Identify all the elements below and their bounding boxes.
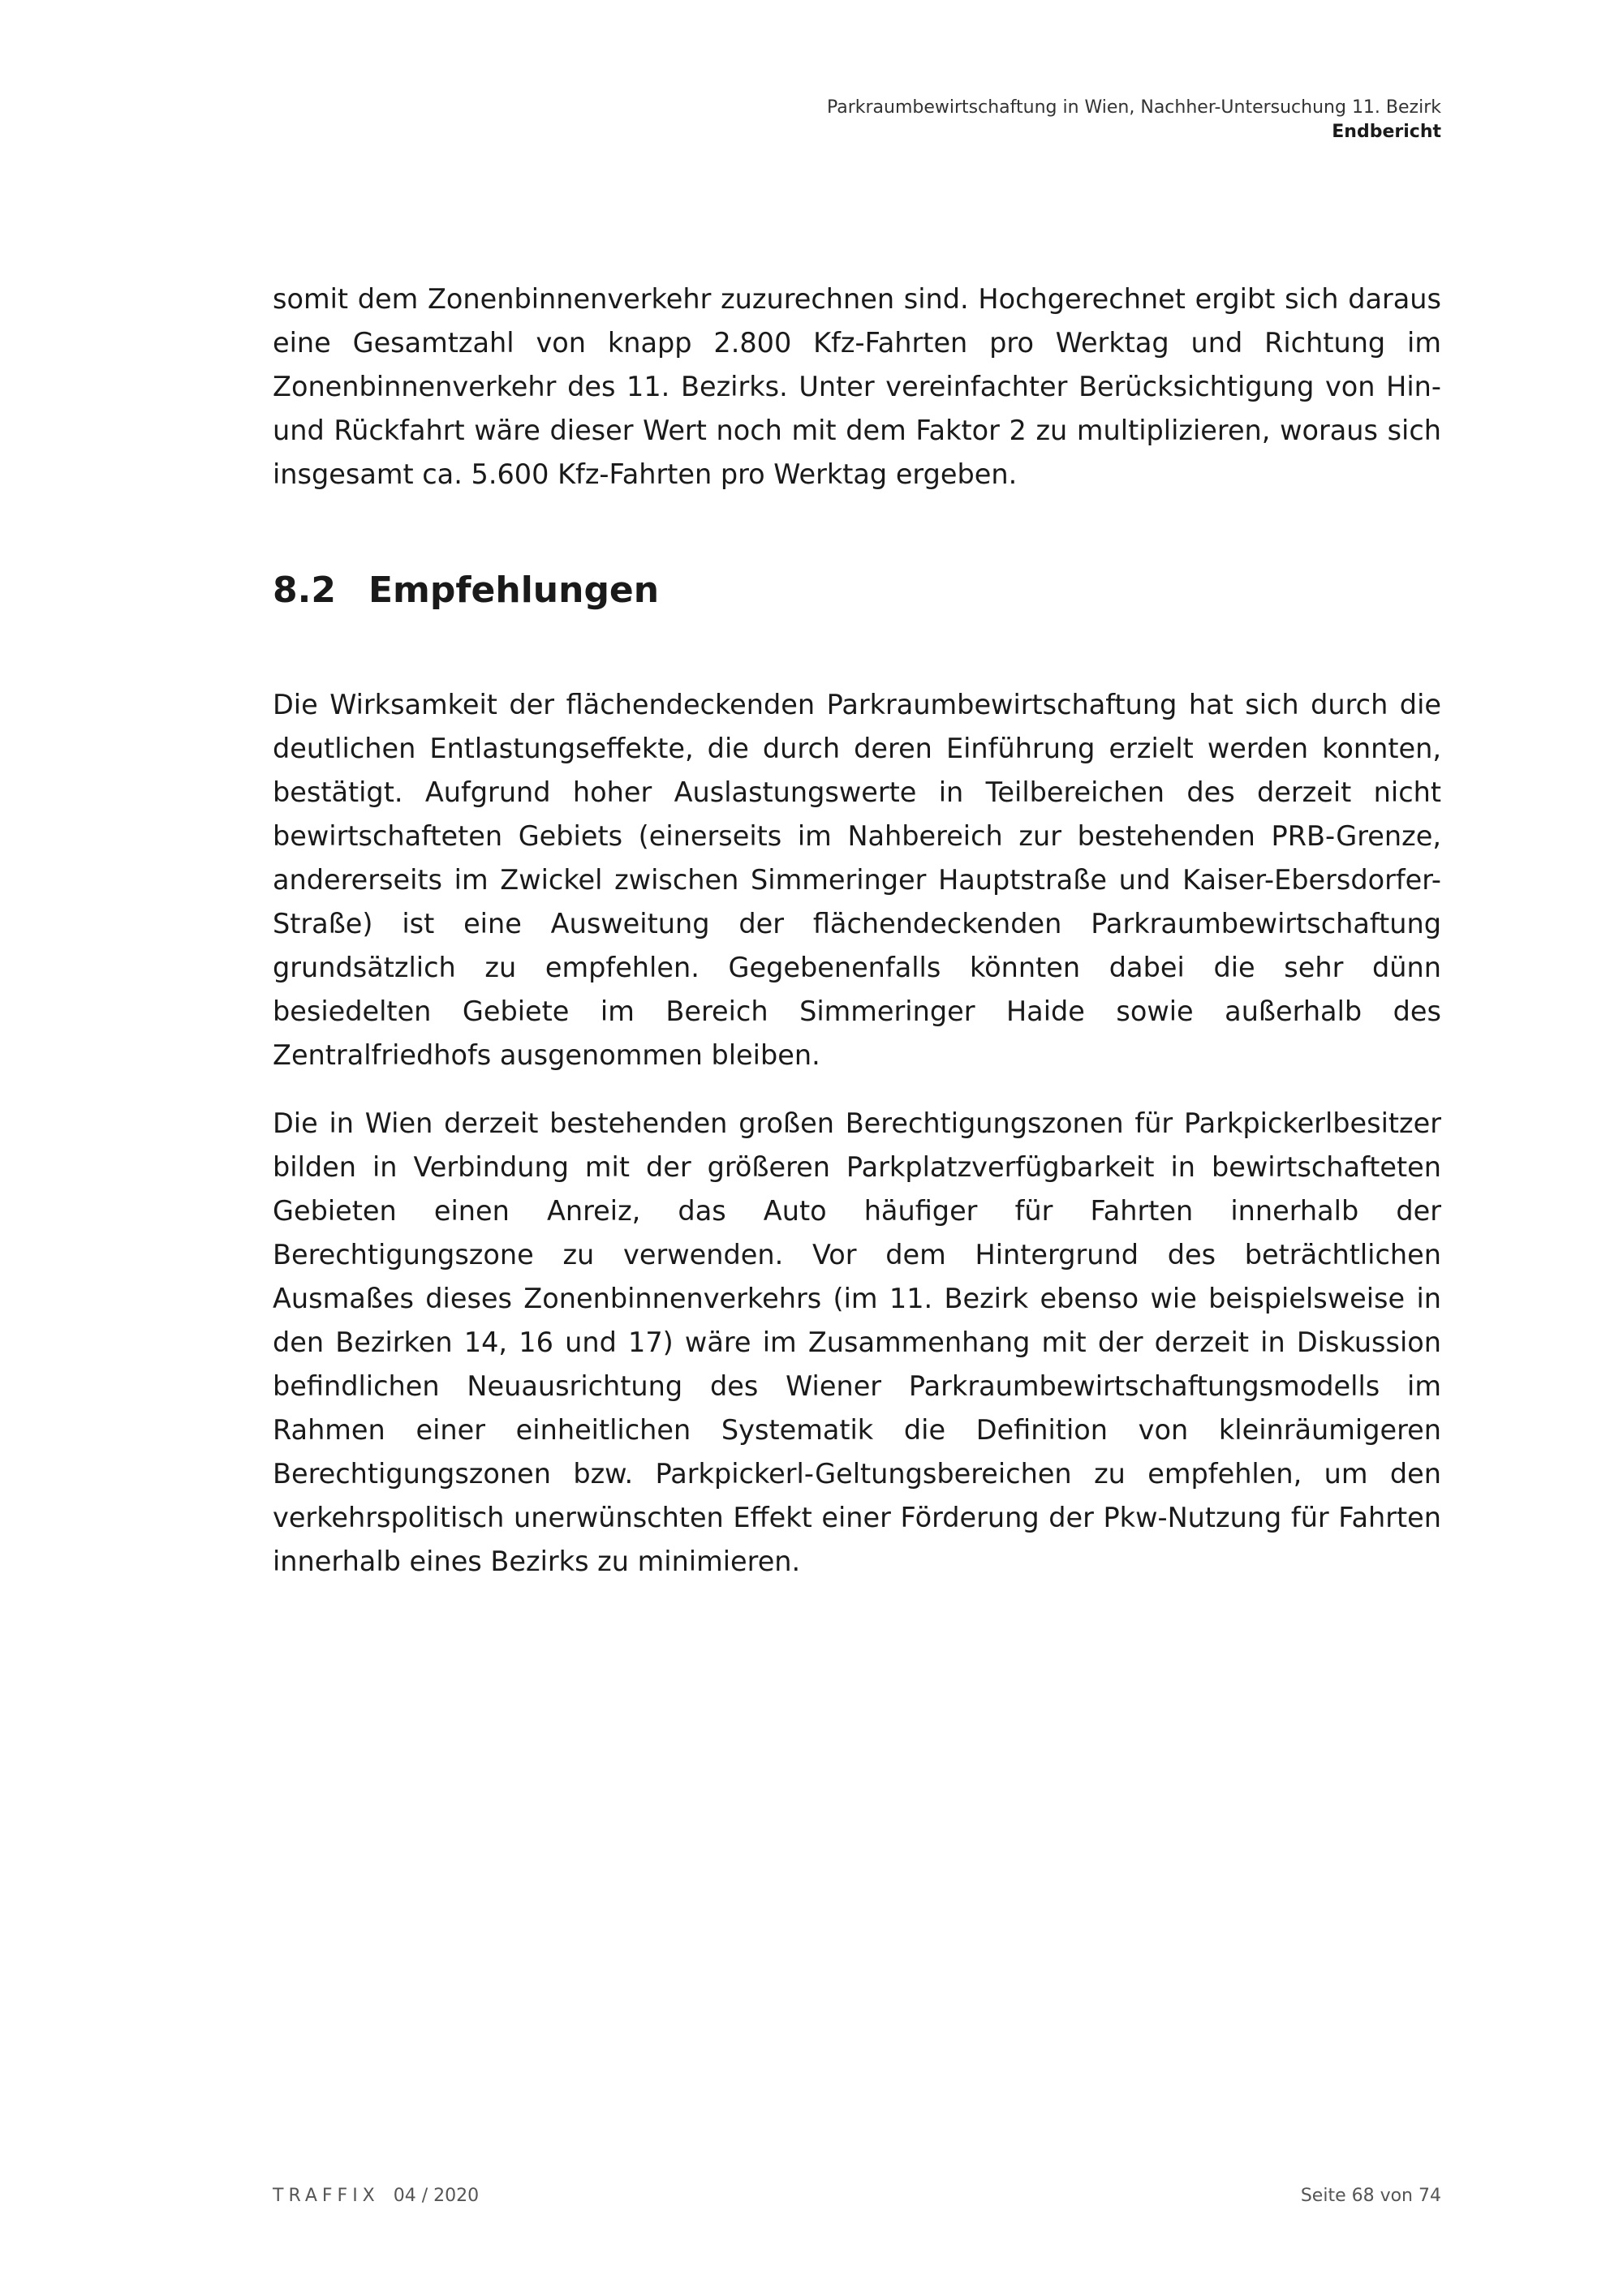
header-title: Parkraumbewirtschaftung in Wien, Nachher-Untersuchung 11. Bezirk <box>826 97 1441 118</box>
section-heading <box>273 566 659 615</box>
page-header <box>827 96 1441 144</box>
header-subtitle: Endbericht <box>1332 122 1441 142</box>
section-number: 8.2 <box>273 570 336 611</box>
page-footer-left <box>273 2184 479 2208</box>
footer-brand: TRAFFIX <box>273 2186 380 2206</box>
body-paragraph-2: Die Wirksamkeit der flächendeckenden Parkraumbewirtschaftung hat sich durch die deutlichen Entlastungseffekte, die durch deren Einführung erzielt werden konnten, bestätigt. Aufgrund hoher Auslastungswerte in Teilbereichen des derzeit nicht bewirtschafteten Gebiets (einerseits im Nahbereich zur bestehenden PRB-Grenze, andererseits im Zwickel zwischen Simmeringer Hauptstraße und Kaiser-Ebersdorfer-Straße) ist eine Ausweitung der flächendeckenden Parkraumbewirtschaftung grundsätzlich zu empfehlen. Gegebenenfalls könnten dabei die sehr dünn besiedelten Gebiete im Bereich Simmeringer Haide sowie außerhalb des Zentralfriedhofs ausgenommen bleiben. <box>273 689 1441 1071</box>
body-paragraph-1: somit dem Zonenbinnenverkehr zuzurechnen sind. Hochgerechnet ergibt sich daraus eine Gesamtzahl von knapp 2.800 Kfz-Fahrten pro Werktag und Richtung im Zonenbinnenverkehr des 11. Bezirks. Unter vereinfachter Berücksichtigung von Hin- und Rückfahrt wäre dieser Wert noch mit dem Faktor 2 zu multiplizieren, woraus sich insgesamt ca. 5.600 Kfz-Fahrten pro Werktag ergeben. <box>273 283 1441 490</box>
footer-date: 04 / 2020 <box>393 2186 480 2206</box>
body-paragraph-3: Die in Wien derzeit bestehenden großen Berechtigungszonen für Parkpickerlbesitzer bilden in Verbindung mit der größeren Parkplatzverfügbarkeit in bewirtschafteten Gebieten einen Anreiz, das Auto häufiger für Fahrten innerhalb der Berechtigungszone zu verwenden. Vor dem Hintergrund des beträchtlichen Ausmaßes dieses Zonenbinnenverkehrs (im 11. Bezirk ebenso wie beispielsweise in den Bezirken 14, 16 und 17) wäre im Zusammenhang mit der derzeit in Diskussion befindlichen Neuausrichtung des Wiener Parkraumbewirtschaftungsmodells im Rahmen einer einheitlichen Systematik die Definition von kleinräumigeren Berechtigungszonen bzw. Parkpickerl-Geltungsbereichen zu empfehlen, um den verkehrspolitisch unerwünschten Effekt einer Förderung der Pkw-Nutzung für Fahrten innerhalb eines Bezirks zu minimieren. <box>273 1107 1441 1577</box>
section-title: Empfehlungen <box>368 570 660 611</box>
page-number: Seite 68 von 74 <box>1300 2186 1441 2206</box>
